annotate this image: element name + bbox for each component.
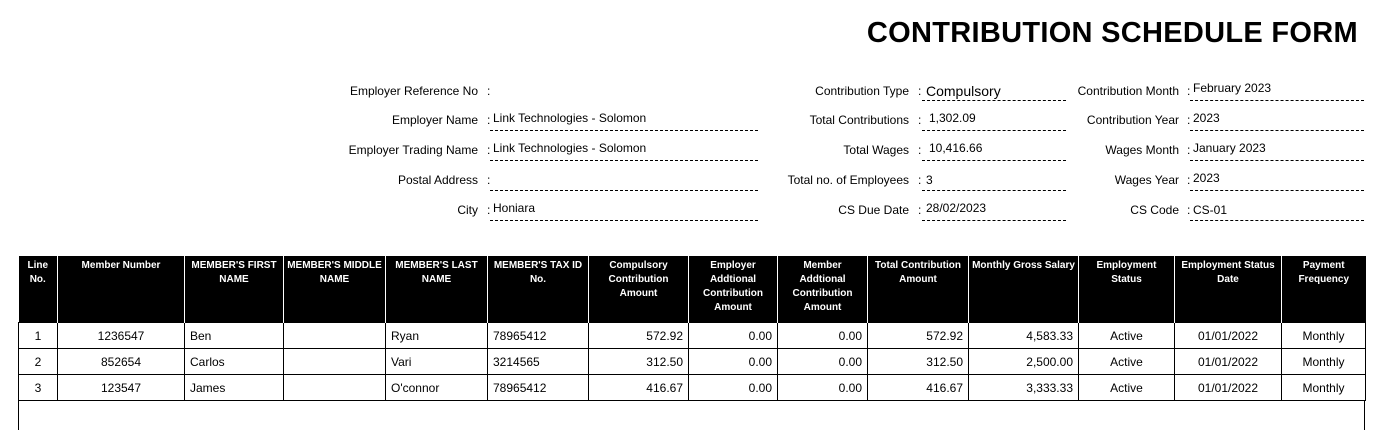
header-member-number: Member Number: [58, 256, 185, 323]
header-first-name: MEMBER'S FIRST NAME: [185, 256, 284, 323]
colon: :: [918, 84, 922, 98]
postal-address-dotted-line: [490, 190, 758, 191]
contribution-month-label: Contribution Month: [1077, 84, 1179, 98]
employer-name-label: Employer Name: [391, 113, 478, 127]
cell-employer-additional: 0.00: [689, 349, 778, 375]
total-employees-value: 3: [926, 173, 933, 187]
table-empty-area: [18, 400, 1365, 430]
cell-middle-name: [284, 349, 386, 375]
employer-trading-name-label: Employer Trading Name: [348, 143, 478, 157]
cs-code-dotted-line: [1190, 220, 1364, 221]
colon: :: [1187, 173, 1191, 187]
employer-name-value: Link Technologies - Solomon: [493, 111, 647, 125]
cell-employment-status: Active: [1079, 323, 1175, 349]
colon: :: [918, 203, 922, 217]
contribution-month-dotted-line: [1190, 100, 1364, 101]
cell-monthly-gross-salary: 4,583.33: [969, 323, 1079, 349]
employer-trading-name-dotted-line: [490, 160, 758, 161]
cell-member-number: 123547: [58, 375, 185, 401]
wages-month-dotted-line: [1190, 160, 1364, 161]
cell-member-additional: 0.00: [778, 349, 868, 375]
contribution-type-label: Contribution Type: [815, 84, 909, 98]
table-row: [19, 375, 1366, 401]
colon: :: [918, 173, 922, 187]
cell-employment-status-date: 01/01/2022: [1175, 375, 1282, 401]
cell-line-no: 1: [19, 323, 58, 349]
wages-year-value: 2023: [1193, 171, 1220, 185]
colon: :: [487, 113, 491, 127]
cs-due-date-label: CS Due Date: [838, 203, 909, 217]
employer-reference-label: Employer Reference No: [349, 84, 478, 98]
table-row: [19, 323, 1366, 349]
contribution-type-value: Compulsory: [926, 83, 1001, 99]
header-line-no: Line No.: [19, 256, 58, 323]
cell-employer-additional: 0.00: [689, 323, 778, 349]
header-last-name: MEMBER'S LAST NAME: [386, 256, 488, 323]
cell-member-number: 852654: [58, 349, 185, 375]
cs-due-date-dotted-line: [922, 220, 1066, 221]
colon: :: [487, 203, 491, 217]
cell-last-name: O'connor: [386, 375, 488, 401]
cs-code-label: CS Code: [1130, 203, 1179, 217]
cell-employment-status-date: 01/01/2022: [1175, 349, 1282, 375]
header-member-additional: Member Addtional Contribution Amount: [778, 256, 868, 323]
total-wages-dotted-line: [922, 160, 1066, 161]
form-title: CONTRIBUTION SCHEDULE FORM: [866, 17, 1358, 49]
colon: :: [487, 173, 491, 187]
contribution-table: [18, 256, 1366, 401]
cell-compulsory-amount: 312.50: [589, 349, 689, 375]
wages-year-label: Wages Year: [1114, 173, 1179, 187]
cell-line-no: 2: [19, 349, 58, 375]
cell-first-name: Ben: [185, 323, 284, 349]
cell-last-name: Vari: [386, 349, 488, 375]
cell-payment-frequency: Monthly: [1282, 349, 1366, 375]
cell-employment-status-date: 01/01/2022: [1175, 323, 1282, 349]
cs-due-date-value: 28/02/2023: [926, 201, 987, 215]
total-wages-value: 10,416.66: [929, 141, 983, 155]
header-total-contribution: Total Contribution Amount: [868, 256, 969, 323]
cell-member-additional: 0.00: [778, 375, 868, 401]
header-middle-name: MEMBER'S MIDDLE NAME: [284, 256, 386, 323]
employer-trading-name-value: Link Technologies - Solomon: [493, 141, 647, 155]
cell-total-contribution: 312.50: [868, 349, 969, 375]
contribution-type-dotted-line: [922, 100, 1066, 101]
table-header-row: [19, 256, 1366, 323]
contribution-year-value: 2023: [1193, 111, 1220, 125]
header-employer-additional: Employer Addtional Contribution Amount: [689, 256, 778, 323]
wages-month-value: January 2023: [1193, 141, 1266, 155]
colon: :: [487, 143, 491, 157]
wages-year-dotted-line: [1190, 190, 1364, 191]
cell-employment-status: Active: [1079, 375, 1175, 401]
cell-monthly-gross-salary: 3,333.33: [969, 375, 1079, 401]
cell-first-name: James: [185, 375, 284, 401]
header-payment-frequency: Payment Frequency: [1282, 256, 1366, 323]
employer-name-dotted-line: [490, 130, 758, 131]
cell-monthly-gross-salary: 2,500.00: [969, 349, 1079, 375]
cell-tax-id: 78965412: [488, 375, 589, 401]
cell-middle-name: [284, 375, 386, 401]
total-employees-label: Total no. of Employees: [787, 173, 909, 187]
colon: :: [918, 113, 922, 127]
total-employees-dotted-line: [922, 190, 1066, 191]
cell-line-no: 3: [19, 375, 58, 401]
colon: :: [1187, 143, 1191, 157]
contribution-year-dotted-line: [1190, 130, 1364, 131]
total-wages-label: Total Wages: [843, 143, 909, 157]
header-employment-status-date: Employment Status Date: [1175, 256, 1282, 323]
city-label: City: [457, 203, 478, 217]
cell-tax-id: 3214565: [488, 349, 589, 375]
total-contributions-dotted-line: [922, 130, 1066, 131]
contribution-year-label: Contribution Year: [1086, 113, 1179, 127]
postal-address-label: Postal Address: [397, 173, 478, 187]
cell-employer-additional: 0.00: [689, 375, 778, 401]
cell-payment-frequency: Monthly: [1282, 323, 1366, 349]
total-contributions-value: 1,302.09: [929, 111, 976, 125]
contribution-month-value: February 2023: [1193, 81, 1272, 95]
colon: :: [1187, 113, 1191, 127]
cell-last-name: Ryan: [386, 323, 488, 349]
cell-member-additional: 0.00: [778, 323, 868, 349]
cell-compulsory-amount: 572.92: [589, 323, 689, 349]
table-row: [19, 349, 1366, 375]
cell-total-contribution: 416.67: [868, 375, 969, 401]
header-employment-status: Employment Status: [1079, 256, 1175, 323]
cell-total-contribution: 572.92: [868, 323, 969, 349]
cell-first-name: Carlos: [185, 349, 284, 375]
cell-tax-id: 78965412: [488, 323, 589, 349]
city-value: Honiara: [493, 201, 536, 215]
city-dotted-line: [490, 220, 758, 221]
cell-employment-status: Active: [1079, 349, 1175, 375]
colon: :: [1187, 84, 1191, 98]
cell-compulsory-amount: 416.67: [589, 375, 689, 401]
cs-code-value: CS-01: [1193, 203, 1228, 217]
colon: :: [487, 84, 491, 98]
header-tax-id: MEMBER'S TAX ID No.: [488, 256, 589, 323]
cell-payment-frequency: Monthly: [1282, 375, 1366, 401]
cell-member-number: 1236547: [58, 323, 185, 349]
cell-middle-name: [284, 323, 386, 349]
header-compulsory-amount: Compulsory Contribution Amount: [589, 256, 689, 323]
colon: :: [918, 143, 922, 157]
total-contributions-label: Total Contributions: [809, 113, 909, 127]
header-monthly-gross-salary: Monthly Gross Salary: [969, 256, 1079, 323]
colon: :: [1187, 203, 1191, 217]
wages-month-label: Wages Month: [1105, 143, 1179, 157]
